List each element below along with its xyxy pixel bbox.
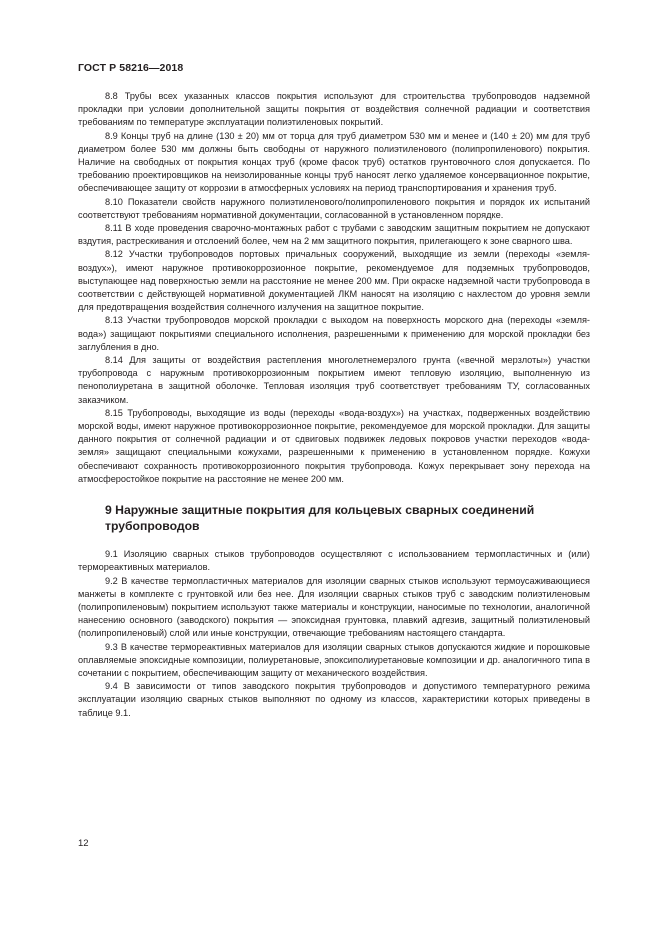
section-heading: 9 Наружные защитные покрытия для кольцевых сварных соединений трубопроводов <box>105 503 535 534</box>
paragraph-9-1: 9.1 Изоляцию сварных стыков трубопроводов осуществляют с использованием термопластичных и (или) термореактивных материалов. <box>78 549 590 573</box>
paragraph-8-12: 8.12 Участки трубопроводов портовых причальных сооружений, выходящие из земли (переходы «земля-воздух»), имеют наружное противокоррозионное покрытие, рекомендуемое для подземных трубопроводов, выступающее над поверхностью земли на расстояние не менее 200 мм. При окраске надземной части трубопровода в соответствии с действующей нормативной документацией ЛКМ наносят на изоляцию с нахлестом до уровня земли для предотвращения воздействия солнечного излучения на защитное покрытие. <box>78 249 590 313</box>
paragraph-9-2: 9.2 В качестве термопластичных материалов для изоляции сварных стыков используют термоусаживающиеся манжеты в комплекте с грунтовкой или без нее. Для изоляции сварных стыков труб с заводским полиэтиленовым (полипропиленовым) покрытием используют также материалы и конструкции, наносимые по технологии, аналогичной нанесению основного (заводского) покрытия — эпоксидная грунтовка, плавкий адгезив, защитный полиэтиленовый (полипропиленовый) слой или иные конструкции, отвечающие требованиям настоящего стандарта. <box>78 575 590 639</box>
paragraph-9-4: 9.4 В зависимости от типов заводского покрытия трубопроводов и допустимого температурного режима эксплуатации изоляцию сварных стыков выполняют по одному из классов, характеристики которых приведены в таблице 9.1. <box>78 681 590 718</box>
paragraph-8-8: 8.8 Трубы всех указанных классов покрытия используют для строительства трубопроводов надземной прокладки при условии дополнительной защиты покрытия от воздействия солнечной радиации и соответствия требованиям по температуре эксплуатации полиэтиленовых покрытий. <box>78 91 590 128</box>
paragraph-8-11: 8.11 В ходе проведения сварочно-монтажных работ с трубами с заводским защитным покрытием не допускают вздутия, растрескивания и отслоений более, чем на 2 мм защитного покрытия, прилегающего к зоне сварного шва. <box>78 223 590 247</box>
paragraph-9-3: 9.3 В качестве термореактивных материалов для изоляции сварных стыков допускаются жидкие и порошковые оплавляемые эпоксидные композиции, полиуретановые, эпоксиполиуретановые композиции и др. аналогичного типа в сочетании с покрытием, обеспечивающим защиту от механического воздействия. <box>78 641 590 678</box>
document-header: ГОСТ Р 58216—2018 <box>78 62 184 74</box>
paragraph-8-9: 8.9 Концы труб на длине (130 ± 20) мм от торца для труб диаметром 530 мм и менее и (140 ± 20) мм для труб диаметром более 530 мм должны быть свободны от наружного полиэтиленового (полипропиленового) покрытия. Наличие на свободных от покрытия концах труб (кроме фасок труб) остатков грунтовочного слоя допускается. По требованию проектировщиков на неизолированные концы труб наносят легко удаляемое консервационное покрытие, обеспечивающее защиту от коррозии в атмосферных условиях на период транспортирования и хранения труб. <box>78 130 590 194</box>
paragraph-8-14: 8.14 Для защиты от воздействия растепления многолетнемерзлого грунта («вечной мерзлоты») участки трубопровода с наружным противокоррозионным покрытием имеют тепловую изоляцию, выполненную из пенополиуретана в защитной оболочке. Тепловая изоляция труб соответствует требованиям ТУ, согласованных заказчиком. <box>78 355 590 405</box>
paragraph-8-10: 8.10 Показатели свойств наружного полиэтиленового/полипропиленового покрытия и порядок их испытаний соответствуют требованиям нормативной документации, согласованной в установленном порядке. <box>78 196 590 220</box>
page-number: 12 <box>78 838 89 849</box>
paragraph-8-13: 8.13 Участки трубопроводов морской прокладки с выходом на поверхность морского дна (переходы «земля-вода») защищают покрытиями специального исполнения, разрешенными к применению для морской прокладки без заглубления в дно. <box>78 315 590 352</box>
document-body <box>78 90 590 720</box>
paragraph-8-15: 8.15 Трубопроводы, выходящие из воды (переходы «вода-воздух») на участках, подверженных воздействию морской воды, имеют наружное противокоррозионное покрытие, рекомендуемое для морской прокладки. Для защиты данного покрытия от солнечной радиации и от сдвиговых подвижек ледовых покровов участки переходов «вода-земля» защищают специальными кожухами, разрешенными к применению в установленном порядке. Кожухи обеспечивают сохранность противокоррозионного покрытия трубопровода. Кожух перекрывает зону перехода на атмосферостойкое покрытие на расстояние не менее 200 мм. <box>78 407 590 484</box>
